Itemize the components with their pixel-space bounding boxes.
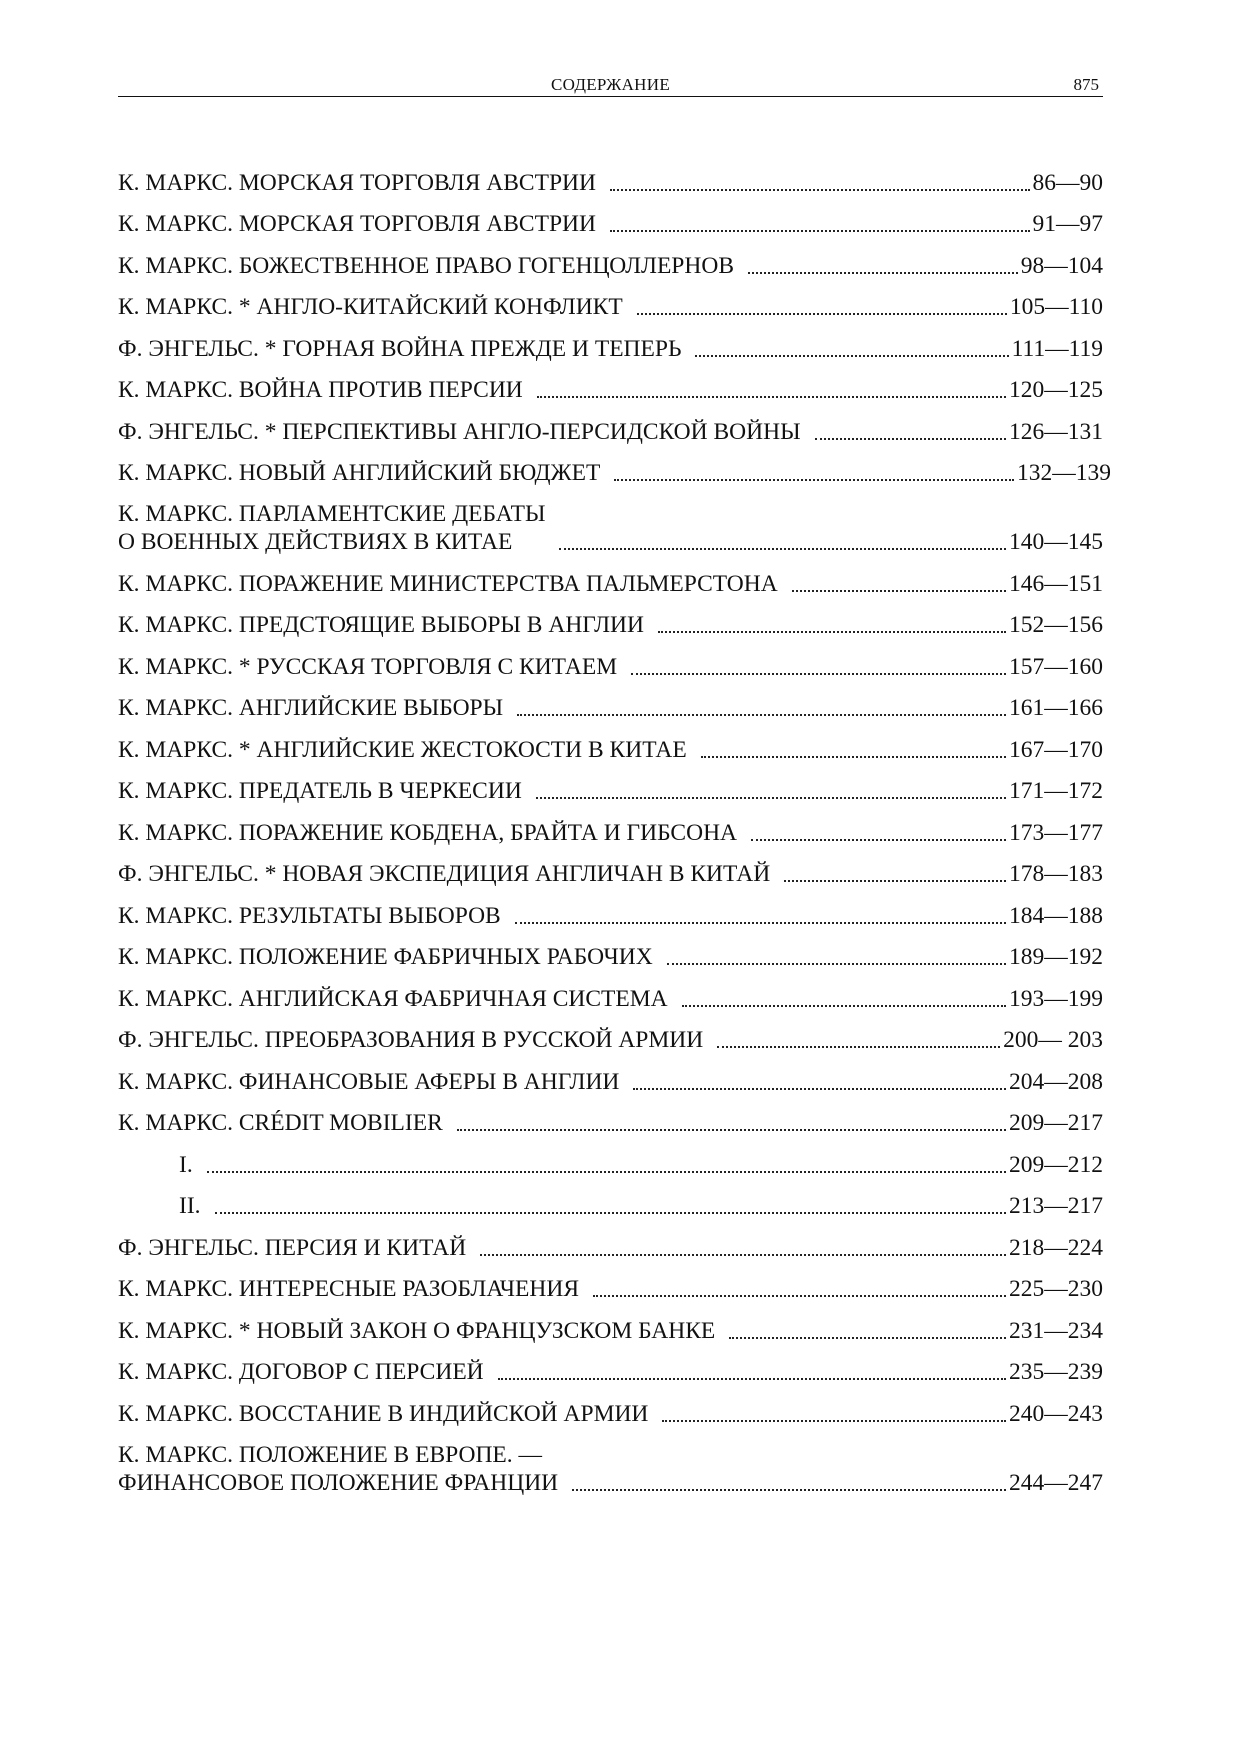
entry-pages: 146—151 xyxy=(1009,570,1103,597)
entry-title-line: К. МАРКС. ПРЕДСТОЯЩИЕ ВЫБОРЫ В АНГЛИИ xyxy=(118,612,644,638)
entry-title xyxy=(118,1068,619,1096)
entry-title-line: Ф. ЭНГЕЛЬС. * ГОРНАЯ ВОЙНА ПРЕЖДЕ И ТЕПЕРЬ xyxy=(118,335,682,362)
toc-entry xyxy=(118,1303,1103,1345)
dot-leader xyxy=(537,396,1006,398)
entry-title-line: Ф. ЭНГЕЛЬС. * НОВАЯ ЭКСПЕДИЦИЯ АНГЛИЧАН В КИТАЙ xyxy=(118,861,771,887)
entry-title-line: К. МАРКС. ПОЛОЖЕНИЕ В ЕВРОПЕ. — xyxy=(118,1441,543,1468)
dot-leader xyxy=(695,355,1008,357)
entry-title-line: К. МАРКС. ИНТЕРЕСНЫЕ РАЗОБЛАЧЕНИЯ xyxy=(118,1276,580,1302)
dot-leader xyxy=(815,438,1006,440)
entry-title-line: К. МАРКС. РЕЗУЛЬТАТЫ ВЫБОРОВ xyxy=(118,902,501,929)
entry-title xyxy=(118,169,596,197)
entry-title xyxy=(118,1400,648,1428)
entry-title-line: К. МАРКС. АНГЛИЙСКИЕ ВЫБОРЫ xyxy=(118,695,504,721)
entry-title-line: К. МАРКС. ПАРЛАМЕНТСКИЕ ДЕБАТЫ xyxy=(118,501,546,527)
entry-pages: 209—212 xyxy=(1009,1151,1103,1178)
dot-leader xyxy=(480,1254,1006,1256)
entry-title xyxy=(118,1234,466,1262)
entry-title xyxy=(118,570,778,598)
dot-leader xyxy=(682,1005,1006,1007)
entry-title-line: К. МАРКС. ДОГОВОР С ПЕРСИЕЙ xyxy=(118,1359,484,1385)
dot-leader xyxy=(610,189,1030,191)
entry-title-line: К. МАРКС. НОВЫЙ АНГЛИЙСКИЙ БЮДЖЕТ xyxy=(118,460,601,486)
entry-pages: 184—188 xyxy=(1009,902,1103,929)
entry-pages: 140—145 xyxy=(1009,529,1103,555)
entry-title-line: К. МАРКС. ПОРАЖЕНИЕ КОБДЕНА, БРАЙТА И ГИБСОНА xyxy=(118,819,738,846)
dot-leader xyxy=(498,1378,1006,1380)
entry-title-line: К. МАРКС. АНГЛИЙСКАЯ ФАБРИЧНАЯ СИСТЕМА xyxy=(118,985,668,1012)
entry-title-line: ФИНАНСОВОЕ ПОЛОЖЕНИЕ ФРАНЦИИ xyxy=(118,1469,559,1496)
toc-entry xyxy=(118,363,1103,405)
toc-entry xyxy=(118,238,1103,280)
dot-leader xyxy=(515,922,1006,924)
dot-leader xyxy=(559,548,1006,550)
entry-title xyxy=(118,1358,484,1386)
toc-entry xyxy=(118,321,1103,363)
entry-title xyxy=(118,694,503,722)
toc-subentry xyxy=(118,1179,1103,1221)
entry-title xyxy=(118,902,501,930)
entry-pages: 178—183 xyxy=(1009,861,1103,887)
toc-entry xyxy=(118,764,1103,806)
toc-entry xyxy=(118,1013,1103,1055)
entry-pages: 161—166 xyxy=(1009,695,1103,721)
dot-leader xyxy=(517,714,1006,716)
entry-title-line: К. МАРКС. * РУССКАЯ ТОРГОВЛЯ С КИТАЕМ xyxy=(118,653,618,680)
entry-title-line: К. МАРКС. ФИНАНСОВЫЕ АФЕРЫ В АНГЛИИ xyxy=(118,1068,620,1095)
dot-leader xyxy=(633,1088,1006,1090)
dot-leader xyxy=(701,756,1006,758)
entry-pages: 105—110 xyxy=(1009,294,1103,320)
entry-title xyxy=(118,1026,703,1054)
dot-leader xyxy=(572,1489,1006,1491)
entry-title xyxy=(118,335,681,363)
toc-entry xyxy=(118,1096,1103,1138)
entry-title xyxy=(118,943,653,971)
entry-title xyxy=(118,611,644,639)
toc-entry xyxy=(118,888,1103,930)
entry-title xyxy=(118,1317,715,1345)
dot-leader xyxy=(729,1337,1006,1339)
dot-leader xyxy=(207,1171,1006,1173)
toc-entry xyxy=(118,155,1103,197)
dot-leader xyxy=(717,1046,1000,1048)
toc-entry xyxy=(118,639,1103,681)
toc-entry xyxy=(118,847,1103,889)
entry-title-line: К. МАРКС. * АНГЛО-КИТАЙСКИЙ КОНФЛИКТ xyxy=(118,294,623,320)
toc-entry xyxy=(118,681,1103,723)
toc-entry xyxy=(118,404,1103,446)
entry-pages: 171—172 xyxy=(1009,778,1103,804)
table-of-contents xyxy=(118,155,1111,1497)
entry-pages: 167—170 xyxy=(1009,736,1103,763)
entry-pages: 235—239 xyxy=(1009,1359,1103,1385)
dot-leader xyxy=(751,839,1006,841)
toc-entry xyxy=(118,930,1103,972)
toc-entry xyxy=(118,598,1103,640)
page-number: 875 xyxy=(1073,75,1099,94)
entry-pages: 193—199 xyxy=(1009,985,1103,1012)
entry-pages: 120—125 xyxy=(1009,377,1103,403)
toc-entry xyxy=(118,280,1103,322)
entry-title xyxy=(179,1151,193,1179)
dot-leader xyxy=(662,1420,1006,1422)
toc-entry xyxy=(118,197,1103,239)
entry-pages: 240—243 xyxy=(1009,1400,1103,1427)
entry-title xyxy=(179,1192,201,1220)
toc-entry xyxy=(118,722,1103,764)
entry-pages: 213—217 xyxy=(1009,1193,1103,1219)
entry-title xyxy=(118,819,737,847)
dot-leader xyxy=(658,631,1006,633)
entry-title-line: К. МАРКС. ПРЕДАТЕЛЬ В ЧЕРКЕСИИ xyxy=(118,778,522,804)
header-title: СОДЕРЖАНИЕ xyxy=(550,75,671,94)
toc-entry xyxy=(118,971,1103,1013)
dot-leader xyxy=(536,797,1006,799)
toc-entry xyxy=(118,556,1103,598)
entry-title-line: О ВОЕННЫХ ДЕЙСТВИЯХ В КИТАЕ xyxy=(118,529,513,555)
dot-leader xyxy=(748,272,1018,274)
entry-title-line: К. МАРКС. ВОЙНА ПРОТИВ ПЕРСИИ xyxy=(118,377,523,403)
entry-title-line: Ф. ЭНГЕЛЬС. * ПЕРСПЕКТИВЫ АНГЛО-ПЕРСИДСКОЙ ВОЙНЫ xyxy=(118,418,801,445)
entry-title-line: К. МАРКС. * АНГЛИЙСКИЕ ЖЕСТОКОСТИ В КИТАЕ xyxy=(118,736,687,763)
entry-pages: 218—224 xyxy=(1009,1234,1103,1261)
entry-pages: 189—192 xyxy=(1009,944,1103,970)
running-header xyxy=(118,74,1103,97)
entry-title xyxy=(118,1109,443,1137)
dot-leader xyxy=(784,880,1006,882)
entry-title-line: К. МАРКС. ПОЛОЖЕНИЕ ФАБРИЧНЫХ РАБОЧИХ xyxy=(118,944,653,970)
entry-title-line: К. МАРКС. ВОССТАНИЕ В ИНДИЙСКОЙ АРМИИ xyxy=(118,1400,649,1427)
entry-title xyxy=(118,736,687,764)
toc-entry xyxy=(118,1054,1103,1096)
entry-title xyxy=(118,210,596,238)
entry-pages: 91—97 xyxy=(1032,211,1103,237)
entry-title-line: К. МАРКС. МОРСКАЯ ТОРГОВЛЯ АВСТРИИ xyxy=(118,169,596,196)
dot-leader xyxy=(610,230,1030,232)
dot-leader xyxy=(631,673,1006,675)
entry-title-line: К. МАРКС. * НОВЫЙ ЗАКОН О ФРАНЦУЗСКОМ БАНКЕ xyxy=(118,1317,716,1344)
toc-entry xyxy=(118,487,1103,556)
entry-title-line: К. МАРКС. БОЖЕСТВЕННОЕ ПРАВО ГОГЕНЦОЛЛЕРНОВ xyxy=(118,252,734,279)
entry-title-line: Ф. ЭНГЕЛЬС. ПЕРСИЯ И КИТАЙ xyxy=(118,1234,467,1261)
entry-pages: 173—177 xyxy=(1009,819,1103,846)
entry-pages: 126—131 xyxy=(1009,418,1103,445)
toc-entry xyxy=(118,1220,1103,1262)
dot-leader xyxy=(593,1295,1006,1297)
entry-pages: 231—234 xyxy=(1009,1317,1103,1344)
entry-title xyxy=(118,293,623,321)
dot-leader xyxy=(215,1212,1006,1214)
entry-title xyxy=(118,653,617,681)
toc-entry xyxy=(118,805,1103,847)
entry-title xyxy=(118,985,668,1013)
entry-title xyxy=(118,459,600,487)
toc-entry xyxy=(118,1345,1103,1387)
entry-title-line: Ф. ЭНГЕЛЬС. ПРЕОБРАЗОВАНИЯ В РУССКОЙ АРМИИ xyxy=(118,1027,704,1053)
entry-title xyxy=(118,418,801,446)
entry-title xyxy=(118,777,522,805)
entry-pages: 157—160 xyxy=(1009,653,1103,680)
toc-entry xyxy=(118,1428,1103,1497)
toc-subentry xyxy=(118,1137,1103,1179)
dot-leader xyxy=(667,963,1006,965)
entry-title-line: II. xyxy=(179,1193,201,1219)
entry-title xyxy=(118,252,734,280)
entry-title xyxy=(118,1441,558,1497)
dot-leader xyxy=(457,1129,1006,1131)
entry-pages: 225—230 xyxy=(1009,1276,1103,1302)
dot-leader xyxy=(792,590,1006,592)
entry-title xyxy=(118,376,523,404)
entry-title xyxy=(118,860,770,888)
entry-pages: 209—217 xyxy=(1009,1110,1103,1136)
toc-entry xyxy=(118,1262,1103,1304)
entry-pages: 132—139 xyxy=(1017,460,1111,486)
entry-pages: 244—247 xyxy=(1009,1469,1103,1496)
toc-entry xyxy=(118,1386,1103,1428)
entry-title-line: К. МАРКС. CRÉDIT MOBILIER xyxy=(118,1110,443,1136)
dot-leader xyxy=(637,313,1007,315)
entry-title-line: I. xyxy=(179,1151,193,1178)
entry-title xyxy=(118,500,545,556)
entry-pages: 152—156 xyxy=(1009,612,1103,638)
toc-entry xyxy=(118,446,1111,488)
entry-pages: 98—104 xyxy=(1020,252,1103,279)
entry-pages: 200— 203 xyxy=(1003,1027,1103,1053)
entry-pages: 111—119 xyxy=(1011,335,1103,362)
entry-title-line: К. МАРКС. ПОРАЖЕНИЕ МИНИСТЕРСТВА ПАЛЬМЕРСТОНА xyxy=(118,570,778,597)
entry-title-line: К. МАРКС. МОРСКАЯ ТОРГОВЛЯ АВСТРИИ xyxy=(118,211,596,237)
entry-pages: 204—208 xyxy=(1009,1068,1103,1095)
dot-leader xyxy=(614,479,1014,481)
entry-title xyxy=(118,1275,579,1303)
entry-pages: 86—90 xyxy=(1032,169,1103,196)
